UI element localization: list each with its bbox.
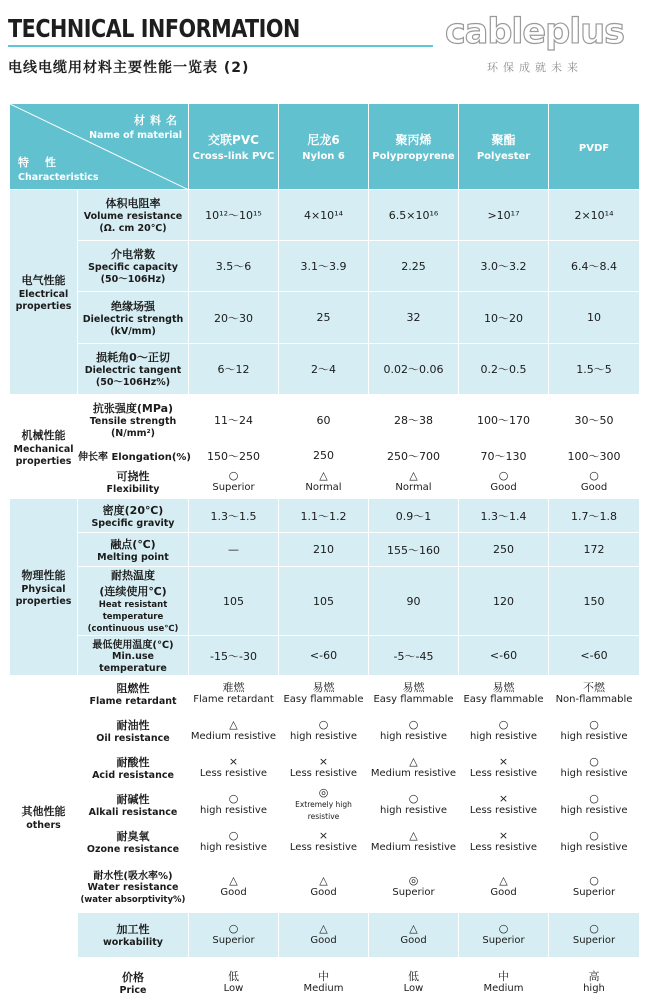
material-name-cn: 材料名 xyxy=(134,114,182,127)
table-cell: 1.1～1.2 xyxy=(279,499,369,533)
table-row xyxy=(10,292,640,344)
table-cell: 25 xyxy=(279,292,369,344)
table-cell: 不燃 Non-flammable xyxy=(549,676,640,713)
table-cell: 易燃 Easy flammable xyxy=(369,676,459,713)
table-cell: 0.2～0.5 xyxy=(459,344,549,395)
table-cell: 低 Low xyxy=(189,958,279,1008)
table-cell: <-60 xyxy=(459,636,549,676)
table-cell: 易燃 Easy flammable xyxy=(459,676,549,713)
group-physical: 物理性能 Physical properties xyxy=(10,499,78,676)
table-cell: 150～250 xyxy=(189,446,279,466)
table-cell: 高 high xyxy=(549,958,640,1008)
row-label: 融点(℃) Melting point xyxy=(78,533,189,567)
table-cell: ○ Good xyxy=(549,466,640,499)
table-cell: <-60 xyxy=(279,636,369,676)
table-cell: 60 xyxy=(279,395,369,446)
materials-table xyxy=(9,103,640,1008)
column-header: PVDF xyxy=(549,104,640,190)
characteristics-cn: 特 性 xyxy=(18,156,62,169)
table-cell: × Less resistive xyxy=(189,750,279,787)
table-cell: 250 xyxy=(279,446,369,466)
row-label: 伸长率 Elongation(%) xyxy=(78,446,189,466)
brand-logo xyxy=(445,12,640,74)
table-cell: 难燃 Flame retardant xyxy=(189,676,279,713)
table-cell: △ Normal xyxy=(369,466,459,499)
rating-symbol: △ xyxy=(319,469,328,482)
table-cell: 105 xyxy=(279,567,369,636)
table-cell: 100～300 xyxy=(549,446,640,466)
table-row xyxy=(10,787,640,824)
table-cell: 30～50 xyxy=(549,395,640,446)
table-row xyxy=(10,190,640,241)
table-cell: -5～-45 xyxy=(369,636,459,676)
row-label: 加工性 workability xyxy=(78,913,189,958)
page-header xyxy=(0,0,647,90)
table-cell: △ Medium resistive xyxy=(369,750,459,787)
row-label: 绝缘场强 Dielectric strength (kV/mm) xyxy=(78,292,189,344)
table-cell: 1.7～1.8 xyxy=(549,499,640,533)
table-cell: ○ Superior xyxy=(459,913,549,958)
group-empty xyxy=(10,958,78,1008)
table-cell: △ Good xyxy=(369,913,459,958)
table-row xyxy=(10,446,640,466)
table-row xyxy=(10,750,640,787)
table-row xyxy=(10,533,640,567)
table-row xyxy=(10,676,640,713)
table-cell: × Less resistive xyxy=(459,824,549,861)
table-cell: 10～20 xyxy=(459,292,549,344)
row-label: 可挠性 Flexibility xyxy=(78,466,189,499)
table-cell: 2.25 xyxy=(369,241,459,292)
table-cell: 6.4～8.4 xyxy=(549,241,640,292)
table-cell: 3.1～3.9 xyxy=(279,241,369,292)
table-cell: 105 xyxy=(189,567,279,636)
table-cell: 2～4 xyxy=(279,344,369,395)
table-cell: 11～24 xyxy=(189,395,279,446)
row-label: 耐碱性 Alkali resistance xyxy=(78,787,189,824)
table-row xyxy=(10,241,640,292)
table-cell: 中 Medium xyxy=(459,958,549,1008)
table-cell: 10¹²～10¹⁵ xyxy=(189,190,279,241)
table-cell: △ Good xyxy=(189,861,279,913)
table-cell: 易燃 Easy flammable xyxy=(279,676,369,713)
table-cell: × Less resistive xyxy=(279,750,369,787)
table-row xyxy=(10,636,640,676)
group-electrical: 电气性能 Electrical properties xyxy=(10,190,78,395)
row-label: 介电常数 Specific capacity (50～106Hz) xyxy=(78,241,189,292)
table-cell: ○ Superior xyxy=(189,913,279,958)
table-cell: 250 xyxy=(459,533,549,567)
table-row xyxy=(10,861,640,913)
row-label: 耐热温度 (连续使用℃) Heat resistant temperature (continuous use℃) xyxy=(78,567,189,636)
row-label: 耐油性 Oil resistance xyxy=(78,713,189,750)
table-cell: 6.5×10¹⁶ xyxy=(369,190,459,241)
table-cell: 2×10¹⁴ xyxy=(549,190,640,241)
table-cell: 90 xyxy=(369,567,459,636)
table-cell: <-60 xyxy=(549,636,640,676)
table-cell: ○ Good xyxy=(459,466,549,499)
table-corner-header xyxy=(10,104,189,190)
table-cell: ○ high resistive xyxy=(549,824,640,861)
table-row xyxy=(10,567,640,636)
table-cell: 100～170 xyxy=(459,395,549,446)
table-cell: △ Medium resistive xyxy=(369,824,459,861)
table-cell: △ Good xyxy=(279,913,369,958)
rating-symbol: ○ xyxy=(589,469,599,482)
table-cell: × Less resistive xyxy=(279,824,369,861)
table-cell: 1.3～1.5 xyxy=(189,499,279,533)
table-cell: ○ high resistive xyxy=(549,713,640,750)
rating-symbol: △ xyxy=(409,469,418,482)
row-label: 抗张强度(MPa) Tensile strength (N/mm²) xyxy=(78,395,189,446)
material-name-en: Name of material xyxy=(89,130,182,141)
table-cell: △ Good xyxy=(459,861,549,913)
table-cell: 4×10¹⁴ xyxy=(279,190,369,241)
table-cell: ◎ Superior xyxy=(369,861,459,913)
row-label: 耐臭氧 Ozone resistance xyxy=(78,824,189,861)
characteristics-en: Characteristics xyxy=(18,172,99,183)
table-cell: 32 xyxy=(369,292,459,344)
table-cell: 120 xyxy=(459,567,549,636)
rating-symbol: ○ xyxy=(228,469,239,482)
table-cell: 250～700 xyxy=(369,446,459,466)
table-cell: 低 Low xyxy=(369,958,459,1008)
table-cell: — xyxy=(189,533,279,567)
page-subtitle: 电线电缆用材料主要性能一览表 (2) xyxy=(8,60,250,76)
table-cell: 150 xyxy=(549,567,640,636)
table-cell: 3.5～6 xyxy=(189,241,279,292)
table-cell: ○ high resistive xyxy=(549,750,640,787)
logo-tagline: 环保成就未来 xyxy=(487,61,583,74)
table-cell: 0.02～0.06 xyxy=(369,344,459,395)
page-title: TECHNICAL INFORMATION xyxy=(8,14,300,43)
row-label: 密度(20℃) Specific gravity xyxy=(78,499,189,533)
table-cell: >10¹⁷ xyxy=(459,190,549,241)
table-cell: ○ Superior xyxy=(189,466,279,499)
table-cell: 0.9～1 xyxy=(369,499,459,533)
table-row xyxy=(10,499,640,533)
table-cell: ○ Superior xyxy=(549,861,640,913)
table-cell: 210 xyxy=(279,533,369,567)
row-label: 损耗角0～正切 Dielectric tangent (50～106Hz%) xyxy=(78,344,189,395)
table-cell: 3.0～3.2 xyxy=(459,241,549,292)
table-cell: 1.5～5 xyxy=(549,344,640,395)
table-cell: 10 xyxy=(549,292,640,344)
table-row xyxy=(10,466,640,499)
table-cell: 28～38 xyxy=(369,395,459,446)
table-cell: ◎ Extremely high resistive xyxy=(279,787,369,824)
table-cell: ○ high resistive xyxy=(459,713,549,750)
table-cell: ○ high resistive xyxy=(549,787,640,824)
table-cell: × Less resistive xyxy=(459,750,549,787)
table-cell: 70～130 xyxy=(459,446,549,466)
group-others: 其他性能 others xyxy=(10,676,78,958)
row-label: 价格 Price xyxy=(78,958,189,1008)
table-row xyxy=(10,344,640,395)
table-cell: × Less resistive xyxy=(459,787,549,824)
row-label: 最低使用温度(℃) Min.use temperature xyxy=(78,636,189,676)
table-cell: 20～30 xyxy=(189,292,279,344)
group-mechanical: 机械性能 Mechanical properties xyxy=(10,395,78,499)
column-header: 聚酯 Polyester xyxy=(459,104,549,190)
table-cell: ○ high resistive xyxy=(369,713,459,750)
rating-symbol: ○ xyxy=(498,469,509,482)
row-label: 体积电阻率 Volume resistance (Ω. cm 20℃) xyxy=(78,190,189,241)
table-cell: 6～12 xyxy=(189,344,279,395)
table-cell: △ Good xyxy=(279,861,369,913)
row-label: 耐水性(吸水率%) Water resistance (water absorptivity%) xyxy=(78,861,189,913)
table-row xyxy=(10,395,640,446)
column-header: 交联PVC Cross-link PVC xyxy=(189,104,279,190)
table-cell: △ Normal xyxy=(279,466,369,499)
table-row xyxy=(10,824,640,861)
table-cell: -15～-30 xyxy=(189,636,279,676)
row-label: 耐酸性 Acid resistance xyxy=(78,750,189,787)
table-cell: 1.3～1.4 xyxy=(459,499,549,533)
table-row xyxy=(10,913,640,958)
column-header: 聚丙烯 Polypropyrene xyxy=(369,104,459,190)
table-cell: ○ high resistive xyxy=(369,787,459,824)
table-cell: 155～160 xyxy=(369,533,459,567)
column-header: 尼龙6 Nylon 6 xyxy=(279,104,369,190)
table-cell: ○ high resistive xyxy=(279,713,369,750)
table-cell: ○ high resistive xyxy=(189,824,279,861)
table-cell: △ Medium resistive xyxy=(189,713,279,750)
table-cell: ○ high resistive xyxy=(189,787,279,824)
row-label: 阻燃性 Flame retardant xyxy=(78,676,189,713)
table-cell: ○ Superior xyxy=(549,913,640,958)
table-row xyxy=(10,713,640,750)
table-cell: 172 xyxy=(549,533,640,567)
logo-wordmark: cableplus xyxy=(445,12,624,52)
table-row xyxy=(10,958,640,1008)
table-cell: 中 Medium xyxy=(279,958,369,1008)
title-underline xyxy=(8,45,433,47)
